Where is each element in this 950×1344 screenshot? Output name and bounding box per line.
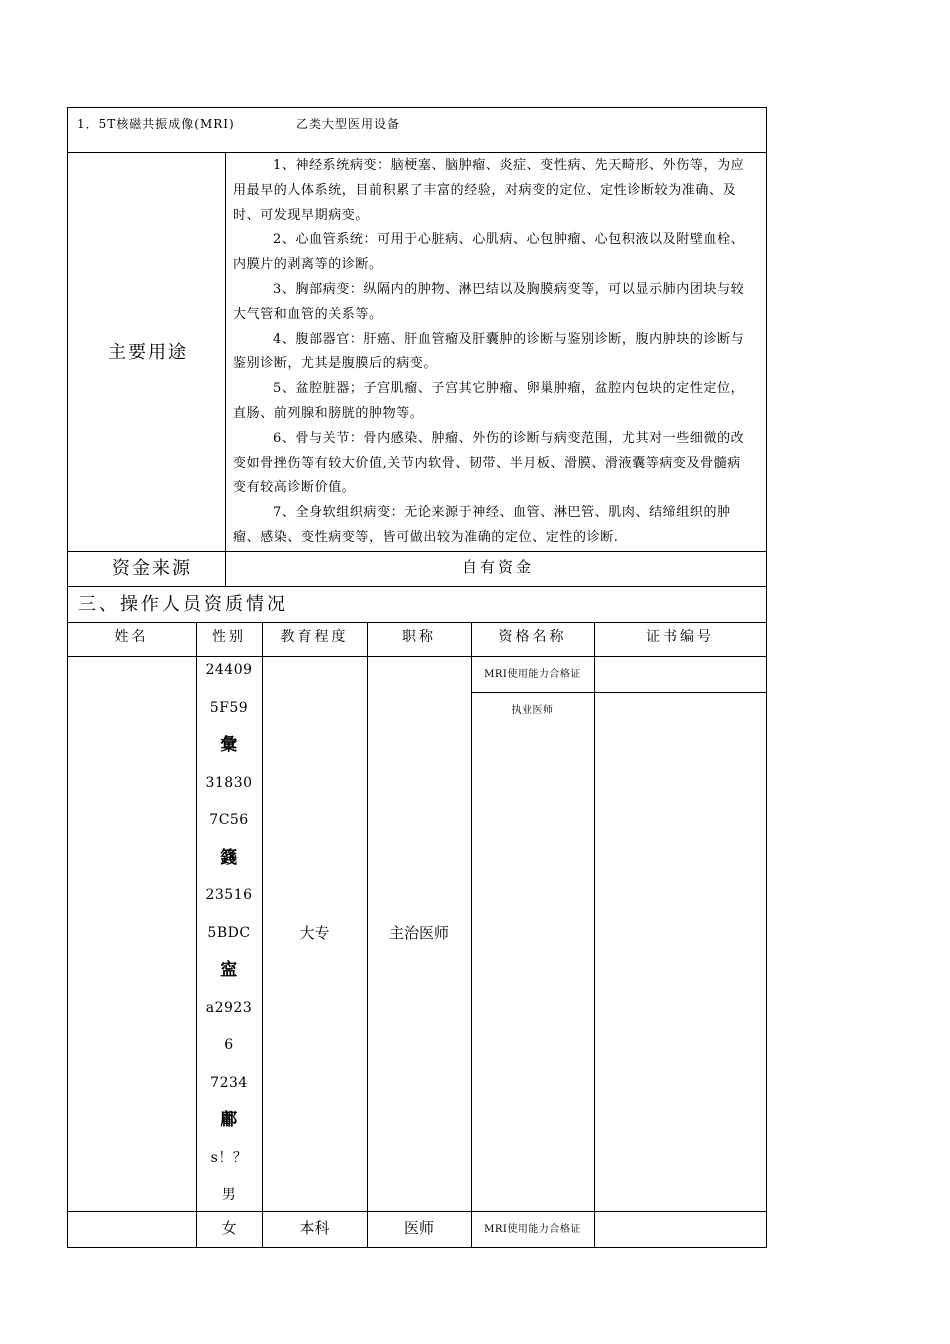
sex-text-line: 23516	[205, 887, 253, 903]
row-divider	[67, 152, 766, 153]
main-use-paragraph: 2、心血管系统：可用于心脏病、心肌病、心包肿瘤、心包积液以及附壁血栓、内膜片的剥离等的诊断。	[233, 232, 745, 273]
row-divider	[67, 622, 766, 623]
main-use-paragraph: 3、胸部病变：纵隔内的肿物、淋巴结以及胸膜病变等，可以显示肺内团块与较大气管和血管的关系等。	[233, 281, 745, 322]
main-use-label: 主要用途	[108, 342, 188, 363]
section-title: 三、操作人员资质情况	[78, 594, 288, 615]
sex-text-line: 鄘	[220, 1110, 238, 1130]
row-divider	[67, 656, 766, 657]
sex-text-line: 5F59	[209, 699, 249, 716]
staff-title: 医师	[403, 1219, 434, 1237]
staff-cert-name: 执业医师	[511, 705, 554, 716]
sex-text-line: 31830	[205, 774, 253, 791]
funding-value: 自有资金	[462, 558, 535, 576]
staff-title: 主治医师	[388, 924, 449, 942]
funding-label: 资金来源	[112, 558, 192, 579]
staff-education: 本科	[299, 1219, 330, 1237]
column-divider	[225, 152, 226, 586]
header-cert-number: 证书编号	[646, 629, 714, 645]
sex-text-line: 6	[224, 1037, 234, 1053]
sex-text-line: s！？	[210, 1149, 248, 1166]
main-use-paragraph: 4、腹部器官：肝癌、肝血管瘤及肝囊肿的诊断与鉴别诊断，腹内肿块的诊断与鉴别诊断，尤其是腹膜后的病变。	[233, 331, 745, 372]
header-education: 教育程度	[280, 629, 349, 645]
cert-divider	[471, 692, 766, 693]
staff-sex: 女	[221, 1219, 237, 1237]
sex-text-line: 彙	[220, 735, 238, 755]
staff-cert-name: MRI使用能力合格证	[484, 669, 581, 680]
row-divider	[67, 586, 766, 587]
sex-text-line: a2923	[205, 999, 253, 1016]
sex-text-line: 男	[221, 1187, 237, 1203]
sex-text-line: 5BDC	[207, 924, 251, 941]
row-divider	[67, 1211, 766, 1212]
sex-text-line: 寍	[220, 960, 238, 980]
main-use-content	[233, 154, 753, 551]
column-divider	[594, 622, 595, 1248]
sex-text-line: 24409	[205, 662, 253, 678]
header-cert-name: 资格名称	[498, 629, 567, 645]
staff-cert-name: MRI使用能力合格证	[484, 1224, 581, 1235]
main-use-paragraph: 7、全身软组织病变：无论来源于神经、血管、淋巴管、肌肉、结缔组织的肿瘤、感染、变性病变等，皆可做出较为准确的定位、定性的诊断.	[233, 505, 731, 545]
staff-education: 大专	[299, 924, 330, 942]
sex-text-line: 7234	[210, 1074, 248, 1091]
staff-sex-column	[197, 652, 261, 1215]
main-use-paragraph: 5、盆腔脏器；子宫肌瘤、子宫其它肿瘤、卵巢肿瘤，盆腔内包块的定性定位，直肠、前列腺和膀胱的肿物等。	[233, 381, 745, 421]
device-name: 1．5T核磁共振成像(MRI)	[77, 117, 235, 131]
main-use-paragraph: 6、骨与关节：骨内感染、肿瘤、外伤的诊断与病变范围，尤其对一些细微的改变如骨挫伤等有较大价值,关节内软骨、韧带、半月板、滑膜、滑液囊等病变及骨髓病变有较高诊断价值。	[233, 430, 745, 496]
header-sex: 性别	[212, 629, 246, 645]
main-use-paragraph: 1、神经系统病变：脑梗塞、脑肿瘤、炎症、变性病、先天畸形、外伤等，为应用最早的人体系统，目前积累了丰富的经验，对病变的定位、定性诊断较为准确、及时、可发现早期病变。	[233, 158, 745, 223]
sex-text-line: 7C56	[209, 812, 249, 828]
header-title: 职称	[402, 629, 436, 645]
header-name: 姓名	[114, 629, 149, 645]
device-category: 乙类大型医用设备	[296, 117, 401, 131]
row-divider	[67, 551, 766, 552]
sex-text-line: 籛	[220, 847, 238, 868]
